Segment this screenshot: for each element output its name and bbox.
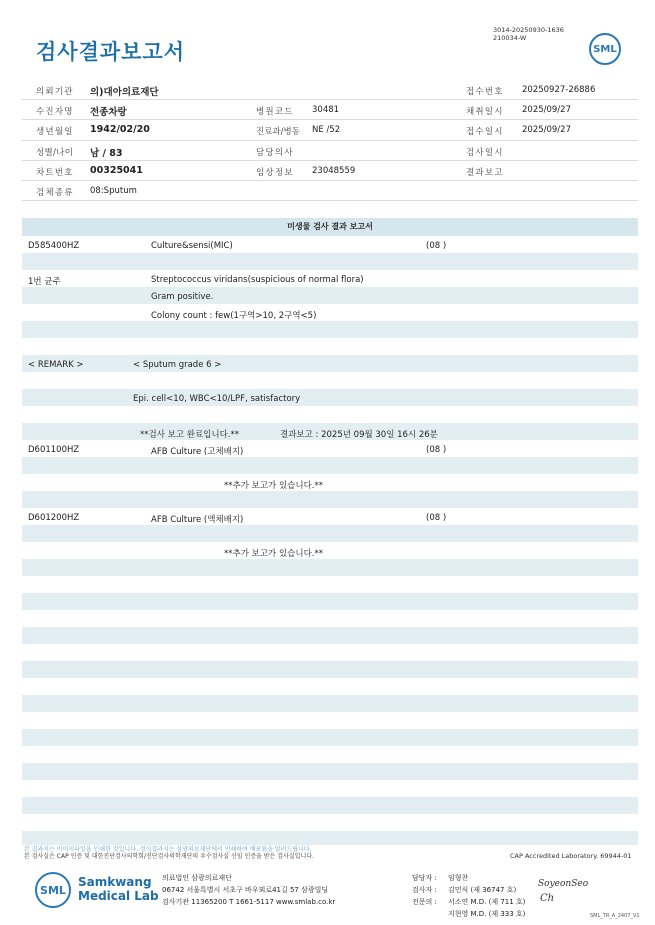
cap-accreditation: CAP Accredited Laboratory. 69944-01: [510, 852, 632, 860]
footer-note-cert: 본 검사실은 CAP 인증 및 대한진단검사의학회/진단검사의학재단의 우수검사실 신임 인증을 받은 검사실입니다.: [24, 853, 314, 860]
staff2-value: 김민식 (제 36747 호): [448, 886, 517, 894]
staff3-label: 전문의 :: [412, 898, 437, 906]
info-row: [22, 181, 638, 201]
signature-1: SoyeonSeo: [538, 879, 589, 889]
staff1-label: 담당자 :: [412, 874, 437, 882]
row-band: [22, 661, 638, 678]
organism-line2: Gram positive.: [151, 292, 214, 302]
document-code-line2: 210034-W: [493, 34, 527, 42]
sml-logo: SML: [589, 33, 621, 65]
results-header: 미생물 검사 결과 보고서: [22, 218, 638, 236]
chart-value: 00325041: [90, 164, 143, 176]
brand-line2: Medical Lab: [78, 889, 159, 903]
birth-label: 생년월일: [36, 127, 74, 138]
info-row: [22, 100, 638, 120]
r3-note: **추가 보고가 있습니다.**: [224, 549, 324, 559]
accession-value: 20250927-26886: [522, 85, 596, 95]
brand-name: [78, 875, 159, 903]
staff2-label: 검사자 :: [412, 886, 437, 894]
row-band: [22, 627, 638, 644]
remark-label: < REMARK >: [28, 360, 84, 370]
r2-num: (08 ): [426, 445, 447, 455]
patient-label: 수진자명: [36, 107, 74, 118]
receive-date-value: 2025/09/27: [522, 125, 571, 136]
document-code-line1: 3014-20250930-1636: [493, 26, 564, 34]
info-row: [22, 141, 638, 161]
info-row: [22, 161, 638, 181]
doctor-label: 담당의사: [256, 147, 294, 158]
collect-date-value: 2025/09/27: [522, 105, 571, 116]
test-date-label: 검사일시: [466, 147, 504, 158]
row-band: [22, 797, 638, 814]
r3-test: AFB Culture (액체배지): [151, 515, 244, 525]
organism-line3: Colony count : few(1구역>10, 2구역<5): [151, 311, 317, 321]
r2-test: AFB Culture (고체배지): [151, 447, 244, 457]
row-band: [22, 287, 638, 304]
requester-label: 의뢰기관: [36, 87, 74, 97]
r2-note: **추가 보고가 있습니다.**: [224, 481, 324, 491]
report-label: 결과보고: [466, 167, 504, 178]
sml-logo-footer: SML: [35, 872, 71, 908]
row-band: [22, 389, 638, 406]
addr-line1: 의료법인 삼광의료재단: [162, 874, 232, 882]
row-band: [22, 321, 638, 338]
accession-label: 접수번호: [466, 87, 504, 97]
row-band: [22, 457, 638, 474]
signature-2: Ch: [540, 893, 555, 904]
clinical-label: 임상정보: [256, 167, 294, 178]
r1-test: Culture&sensi(MIC): [151, 241, 233, 251]
clinical-value: 23048559: [312, 165, 356, 176]
document-code: [493, 26, 564, 42]
row-band: [22, 253, 638, 270]
birth-value: 1942/02/20: [90, 124, 150, 136]
sex-age-label: 성별/나이: [36, 147, 74, 158]
patient-value: 전종차랑: [90, 107, 127, 119]
row-band: [22, 355, 638, 372]
addr-line3: 검사기관 11365200 T 1661-5117 www.smlab.co.kr: [162, 898, 336, 906]
patient-info-table: [22, 80, 638, 201]
footer-note-print: 본 결과지는 이미지파일을 인쇄한 것입니다. 정식결과지는 삼광의료재단에서 인쇄하여 배포됨을 알려드립니다.: [24, 846, 312, 853]
collect-date-label: 채취일시: [466, 107, 504, 118]
row-band: [22, 729, 638, 746]
chart-label: 차트번호: [36, 167, 74, 178]
organism-label: 1번 균주: [28, 277, 61, 287]
r1-code: D585400HZ: [28, 241, 80, 251]
row-band: [22, 695, 638, 712]
receive-date-label: 접수일시: [466, 127, 504, 138]
page-title: 검사결과보고서: [36, 40, 186, 64]
info-row: [22, 80, 638, 100]
sex-age-value: 남 / 83: [90, 147, 123, 159]
specimen-label: 검체종류: [36, 187, 74, 198]
r1-num: (08 ): [426, 241, 447, 251]
row-band: [22, 831, 638, 845]
lab-address: [162, 872, 335, 908]
info-row: [22, 120, 638, 140]
report-time: 결과보고 : 2025년 09월 30일 16시 26분: [280, 430, 438, 440]
remark-detail: Epi. cell<10, WBC<10/LPF, satisfactory: [133, 394, 301, 404]
staff-list: [412, 872, 525, 920]
hospital-code-label: 병원코드: [256, 107, 294, 118]
hospital-code-value: 30481: [312, 105, 340, 116]
dept-value: NE /52: [312, 125, 341, 136]
staff1-value: 임형찬: [448, 874, 469, 882]
form-code: SML_TR_A_2407_V1: [590, 913, 640, 919]
addr-line2: 06742 서울특별시 서초구 바우뫼로41길 57 삼광빌딩: [162, 886, 329, 894]
row-band: [22, 491, 638, 508]
complete-note: **검사 보고 완료입니다.**: [140, 430, 240, 440]
row-band: [22, 763, 638, 780]
dept-label: 진료과/병동: [256, 127, 300, 138]
row-band: [22, 559, 638, 576]
organism-line1: Streptococcus viridans(suspicious of normal flora): [151, 275, 364, 285]
r3-code: D601200HZ: [28, 513, 80, 523]
row-band: [22, 593, 638, 610]
brand-line1: Samkwang: [78, 875, 152, 889]
staff4-value: 지현영 M.D. (제 333 호): [448, 910, 526, 918]
requester-value: 의)대아의료재단: [90, 87, 159, 98]
staff3-value: 서소연 M.D. (제 711 호): [448, 898, 526, 906]
r2-code: D601100HZ: [28, 445, 80, 455]
remark-value: < Sputum grade 6 >: [133, 360, 222, 370]
r3-num: (08 ): [426, 513, 447, 523]
specimen-value: 08:Sputum: [90, 185, 137, 196]
row-band: [22, 525, 638, 542]
